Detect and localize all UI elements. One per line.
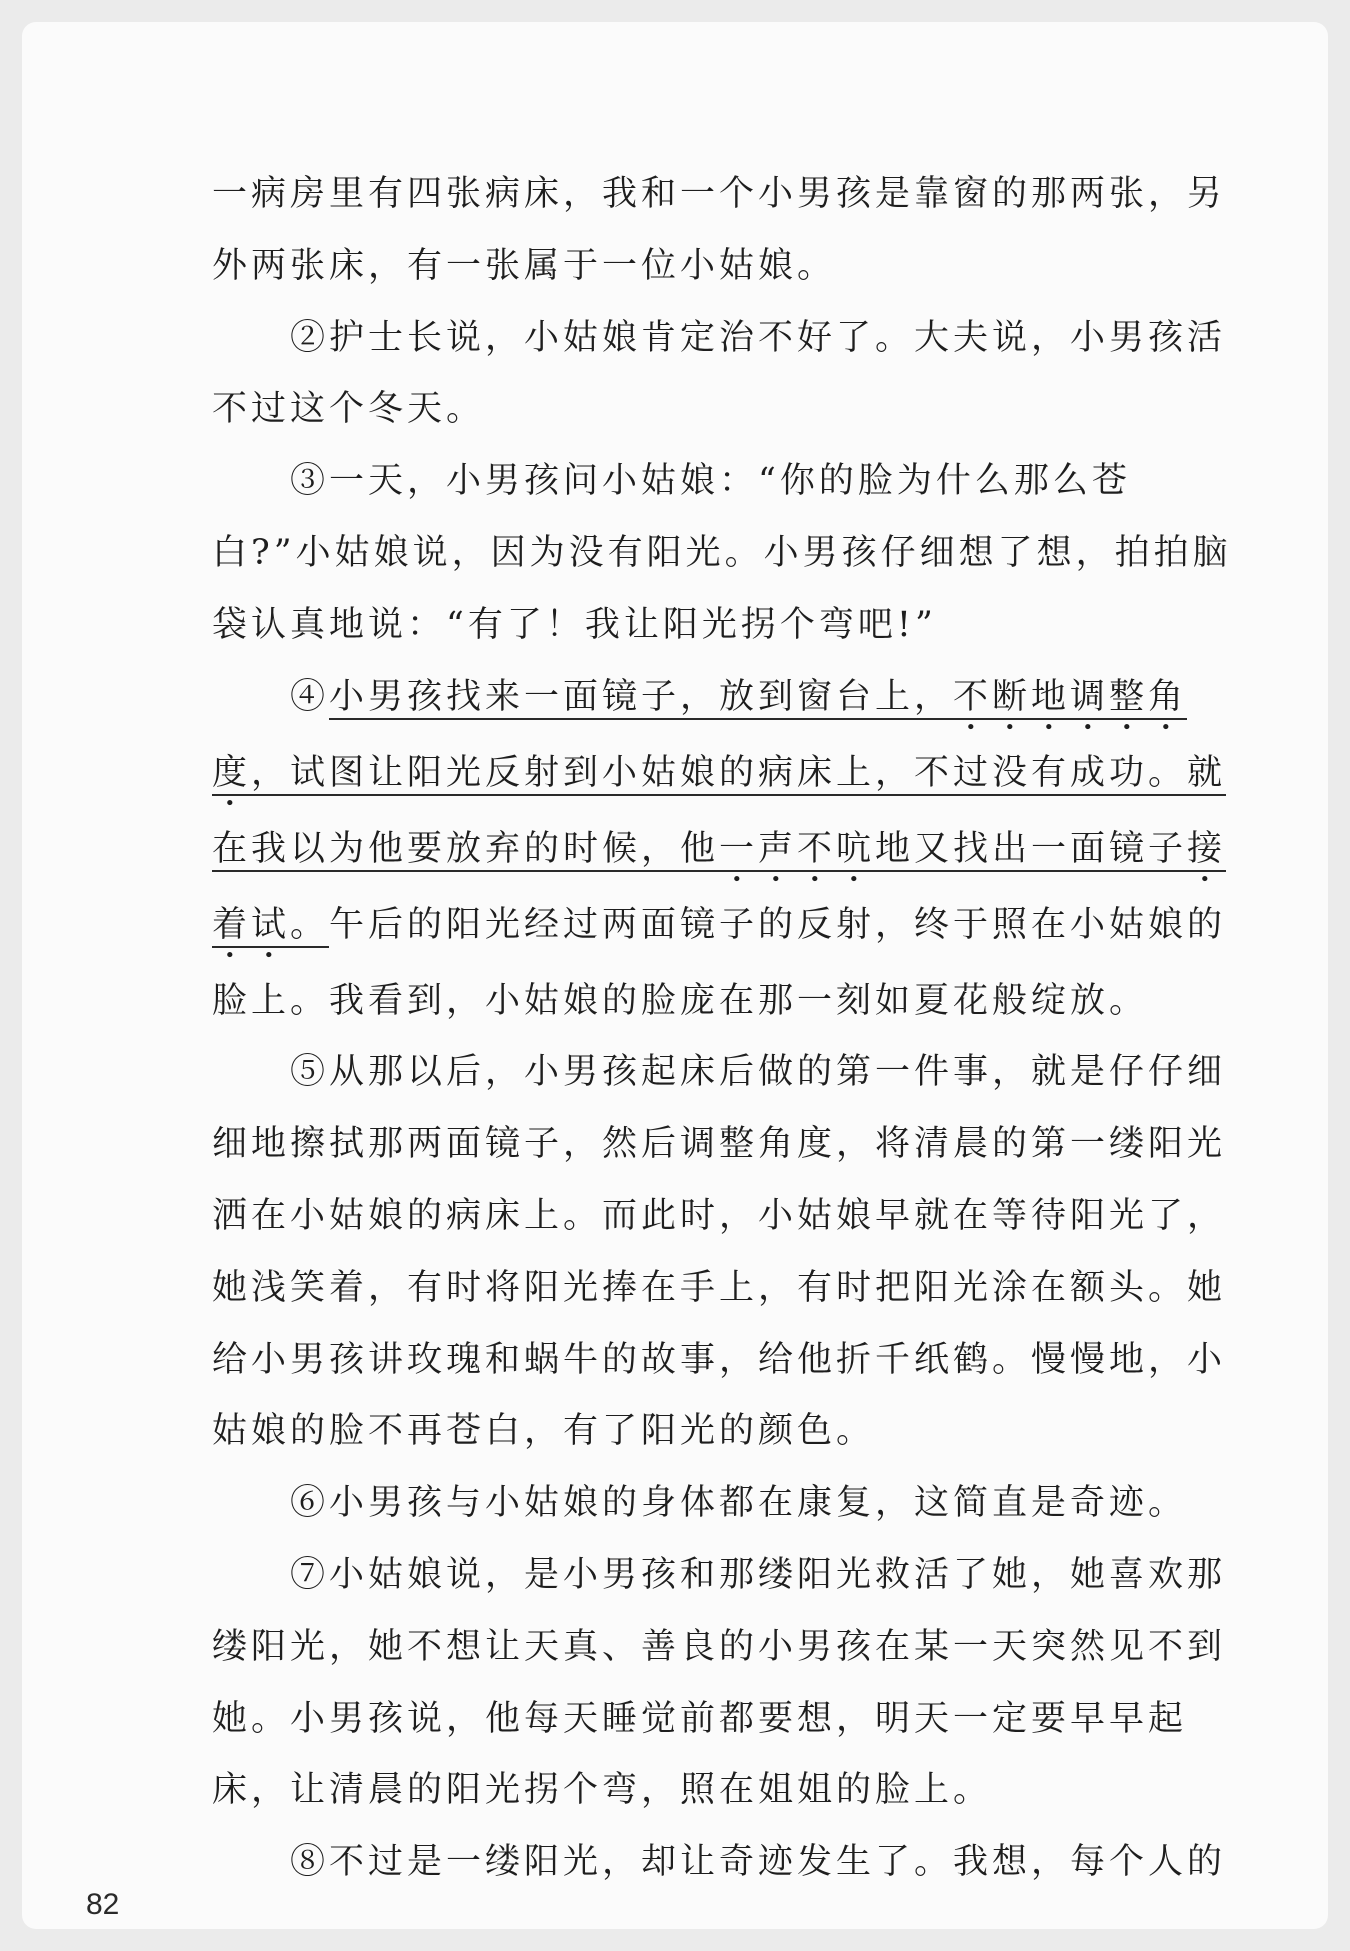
underlined-text-3: 地又找出一面镜子 [875,828,1188,869]
story-text [212,159,1242,1899]
paragraph-7: ⑦小姑娘说，是小男孩和那缕阳光救活了她，她喜欢那缕阳光，她不想让天真、善良的小男孩在某一天突然见不到她。小男孩说，他每天睡觉前都要想，明天一定要早早起床，让清晨的阳光拐个弯，照在姐姐的脸上。 [212,1554,1227,1811]
paragraph-5: ⑤从那以后，小男孩起床后做的第一件事，就是仔仔细细地擦拭那两面镜子，然后调整角度，将清晨的第一缕阳光洒在小姑娘的病床上。而此时，小姑娘早就在等待阳光了，她浅笑着，有时将阳光捧在手上，有时把阳光涂在额头。她给小男孩讲玫瑰和蜗牛的故事，给他折千纸鹤。慢慢地，小姑娘的脸不再苍白，有了阳光的颜色。 [212,1052,1227,1452]
page-number: 82 [86,1888,120,1921]
paragraph-2: ②护士长说，小姑娘肯定治不好了。大夫说，小男孩活不过这个冬天。 [212,317,1227,430]
book-page [22,22,1328,1929]
paragraph-4-rest: 午后的阳光经过两面镜子的反射，终于照在小姑娘的脸上。我看到，小姑娘的脸庞在那一刻如夏花般绽放。 [212,904,1227,1021]
paragraph-8: ⑧不过是一缕阳光，却让奇迹发生了。我想，每个人的 [290,1842,1227,1883]
emphasized-text-1: 不断地调整角度 [212,676,1188,793]
paragraph-4 [212,662,1242,1038]
paragraph-3: ③一天，小男孩问小姑娘：“你的脸为什么那么苍白?”小姑娘说，因为没有阳光。小男孩仔细想了想，拍拍脑袋认真地说：“有了！我让阳光拐个弯吧!” [212,461,1232,645]
paragraph-1: 一病房里有四张病床，我和一个小男孩是靠窗的那两张，另外两张床，有一张属于一位小姑娘。 [212,174,1227,286]
underlined-text-4: 。 [290,904,330,945]
underlined-text-2: ，试图让阳光反射到小姑娘的病床上，不过没有成功。就在我以为他要放弃的时候，他 [212,752,1227,869]
paragraph-4-number: ④ [290,676,330,717]
underlined-text-1: 小男孩找来一面镜子，放到窗台上， [329,676,954,717]
paragraph-6: ⑥小男孩与小姑娘的身体都在康复，这简直是奇迹。 [290,1483,1188,1524]
emphasized-text-3: 接着试 [212,828,1227,945]
emphasized-text-2: 一声不吭 [719,828,876,869]
